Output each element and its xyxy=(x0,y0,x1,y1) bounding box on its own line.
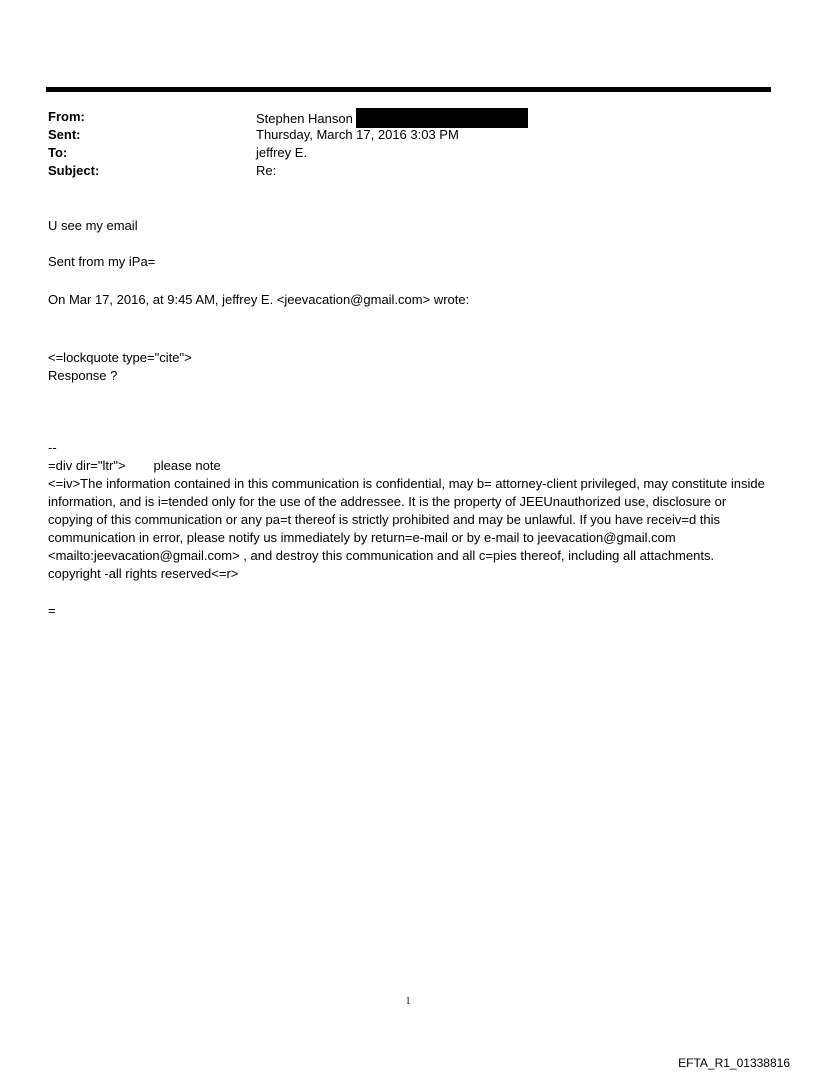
header-divider xyxy=(46,87,771,92)
to-label: To: xyxy=(48,145,68,160)
please-note: please note xyxy=(153,458,221,473)
trailing-equals: = xyxy=(48,603,56,618)
response-line: Response ? xyxy=(48,368,118,383)
from-row xyxy=(48,108,748,126)
sender-name: Stephen Hanson xyxy=(256,111,353,126)
sent-row xyxy=(48,126,748,144)
redaction-block xyxy=(356,108,528,128)
div-tag: =div dir="ltr"> xyxy=(48,458,126,473)
sent-value: Thursday, March 17, 2016 3:03 PM xyxy=(256,127,459,142)
email-header xyxy=(48,108,748,180)
document-id: EFTA_R1_01338816 xyxy=(678,1056,790,1070)
to-value: jeffrey E. xyxy=(256,145,308,160)
disclaimer-text: <=iv>The information contained in this communication is confidential, may b= attorney-client privileged, may constitute inside information, and is i=tended only for the use of the addressee. It is the property of JEEUnauthorized use, disclosure or copying of this communication or any pa=t thereof is strictly prohibited and may be unlawful. If you have receiv=d this communication in error, please notify us immediately by return=e-mail or by e-mail to jeevacation@gmail.com <mailto:jeevacation@gmail.com> , and destroy this communication and all c=pies thereof, including all attachments. copyright -all rights reserved<=r> xyxy=(48,476,765,581)
from-value xyxy=(256,108,748,126)
subject-row xyxy=(48,162,748,180)
signature-line: Sent from my iPa= xyxy=(48,254,156,269)
message-line: U see my email xyxy=(48,218,138,233)
page-number: 1 xyxy=(405,996,411,1007)
subject-label: Subject: xyxy=(48,163,100,178)
signature-dashes: -- xyxy=(48,440,57,455)
sent-label: Sent: xyxy=(48,127,81,142)
to-row xyxy=(48,144,748,162)
email-body xyxy=(48,217,770,620)
quoted-header-line: On Mar 17, 2016, at 9:45 AM, jeffrey E. <jeevacation@gmail.com> wrote: xyxy=(48,292,470,307)
div-tag-line xyxy=(48,457,770,475)
blockquote-tag: <=lockquote type="cite"> xyxy=(48,350,192,365)
subject-value: Re: xyxy=(256,163,277,178)
from-label: From: xyxy=(48,109,85,124)
